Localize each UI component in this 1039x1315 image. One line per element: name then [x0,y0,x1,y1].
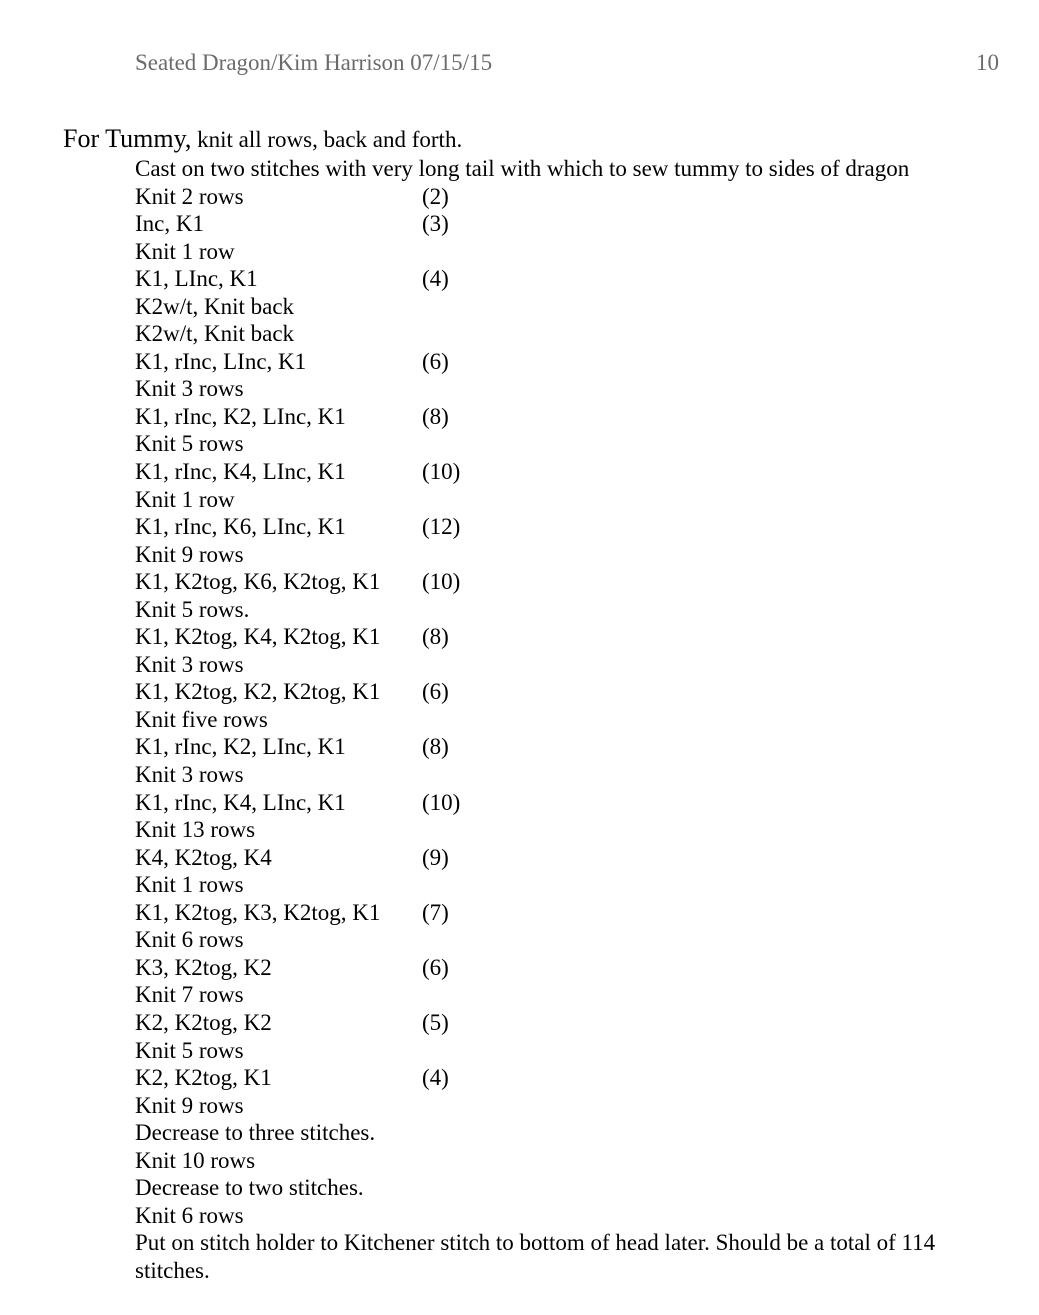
pattern-step [135,430,985,458]
pattern-step [135,486,985,514]
step-instruction: Decrease to three stitches. [135,1120,376,1146]
stitch-count: (10) [422,459,461,485]
pattern-step [135,651,985,679]
pattern-step [135,1009,985,1037]
stitch-count: (3) [422,211,449,237]
pattern-step [135,1202,985,1230]
step-instruction: Knit 5 rows. [135,596,250,622]
stitch-count: (6) [422,679,449,705]
stitch-count: (6) [422,954,449,980]
pattern-step [135,1037,985,1065]
step-instruction: K1, K2tog, K6, K2tog, K1 [135,569,381,595]
stitch-count: (10) [422,789,461,815]
step-instruction: Knit five rows [135,706,268,732]
stitch-count: (6) [422,348,449,374]
pattern-step [135,623,985,651]
step-instruction: Knit 13 rows [135,817,256,843]
step-instruction: Knit 1 row [135,238,235,264]
stitch-count: (10) [422,569,461,595]
step-instruction: Knit 9 rows [135,1092,244,1118]
pattern-step [135,1064,985,1092]
pattern-step [135,265,985,293]
pattern-step [135,706,985,734]
step-instruction: K1, rInc, K6, LInc, K1 [135,514,346,540]
step-instruction: Knit 3 rows [135,651,244,677]
stitch-count: (8) [422,624,449,650]
step-instruction: Knit 5 rows [135,431,244,457]
pattern-steps [135,155,985,1284]
step-instruction: Knit 3 rows [135,376,244,402]
step-instruction: Knit 1 rows [135,872,244,898]
pattern-step [135,981,985,1009]
step-instruction: Decrease to two stitches. [135,1175,364,1201]
pattern-step [135,596,985,624]
pattern-step [135,954,985,982]
pattern-step [135,238,985,266]
stitch-count: (9) [422,844,449,870]
pattern-step [135,761,985,789]
step-instruction: K1, rInc, K4, LInc, K1 [135,459,346,485]
section-heading-lead: For Tummy, [63,124,192,153]
step-instruction: Knit 2 rows [135,183,244,209]
page-header [135,50,999,84]
stitch-count: (7) [422,899,449,925]
pattern-step [135,733,985,761]
running-header-title: Seated Dragon/Kim Harrison 07/15/15 [135,50,493,75]
pattern-step [135,403,985,431]
stitch-count: (4) [422,266,449,292]
page-number: 10 [976,50,999,75]
step-instruction: K1, LInc, K1 [135,266,258,292]
step-instruction: Cast on two stitches with very long tail with which to sew tummy to sides of dragon [135,156,910,181]
step-instruction: K4, K2tog, K4 [135,844,272,870]
pattern-step [135,320,985,348]
step-instruction: K1, rInc, K2, LInc, K1 [135,403,346,429]
step-instruction: Knit 9 rows [135,541,244,567]
pattern-step [135,210,985,238]
step-instruction: Knit 6 rows [135,1202,244,1228]
pattern-step [135,678,985,706]
pattern-step [135,1174,985,1202]
pattern-step [135,871,985,899]
section-heading-instruction: knit all rows, back and forth. [191,127,463,152]
step-instruction: Knit 10 rows [135,1147,256,1173]
stitch-count: (8) [422,403,449,429]
step-instruction: Knit 5 rows [135,1037,244,1063]
step-instruction: K2, K2tog, K1 [135,1065,272,1091]
pattern-step [135,183,985,211]
pattern-step [135,1092,985,1120]
step-instruction: Knit 3 rows [135,762,244,788]
pattern-step [135,1119,985,1147]
step-instruction: Knit 7 rows [135,982,244,1008]
pattern-step [135,375,985,403]
step-instruction: Knit 6 rows [135,927,244,953]
step-instruction: K1, rInc, K2, LInc, K1 [135,734,346,760]
step-instruction: K2w/t, Knit back [135,321,295,347]
pattern-step [135,155,985,183]
step-instruction: Inc, K1 [135,211,204,237]
pattern-step [135,816,985,844]
pattern-step [135,458,985,486]
step-instruction: K1, K2tog, K2, K2tog, K1 [135,679,381,705]
step-instruction: K3, K2tog, K2 [135,954,272,980]
pattern-step [135,348,985,376]
pattern-step [135,844,985,872]
pattern-step [135,568,985,596]
stitch-count: (5) [422,1009,449,1035]
stitch-count: (2) [422,183,449,209]
closing-note: Put on stitch holder to Kitchener stitch to bottom of head later. Should be a total of 114 stitches. [135,1230,936,1283]
pattern-step [135,926,985,954]
section-heading [63,124,462,154]
pattern-step [135,789,985,817]
step-instruction: K1, rInc, LInc, K1 [135,348,307,374]
step-instruction: K1, rInc, K4, LInc, K1 [135,789,346,815]
step-instruction: Knit 1 row [135,486,235,512]
stitch-count: (4) [422,1065,449,1091]
pattern-step [135,293,985,321]
pattern-step [135,899,985,927]
step-instruction: K2w/t, Knit back [135,293,295,319]
pattern-step [135,1147,985,1175]
stitch-count: (12) [422,514,461,540]
step-instruction: K1, K2tog, K3, K2tog, K1 [135,899,381,925]
step-instruction: K1, K2tog, K4, K2tog, K1 [135,624,381,650]
step-instruction: K2, K2tog, K2 [135,1009,272,1035]
pattern-step [135,541,985,569]
stitch-count: (8) [422,734,449,760]
pattern-step [135,513,985,541]
